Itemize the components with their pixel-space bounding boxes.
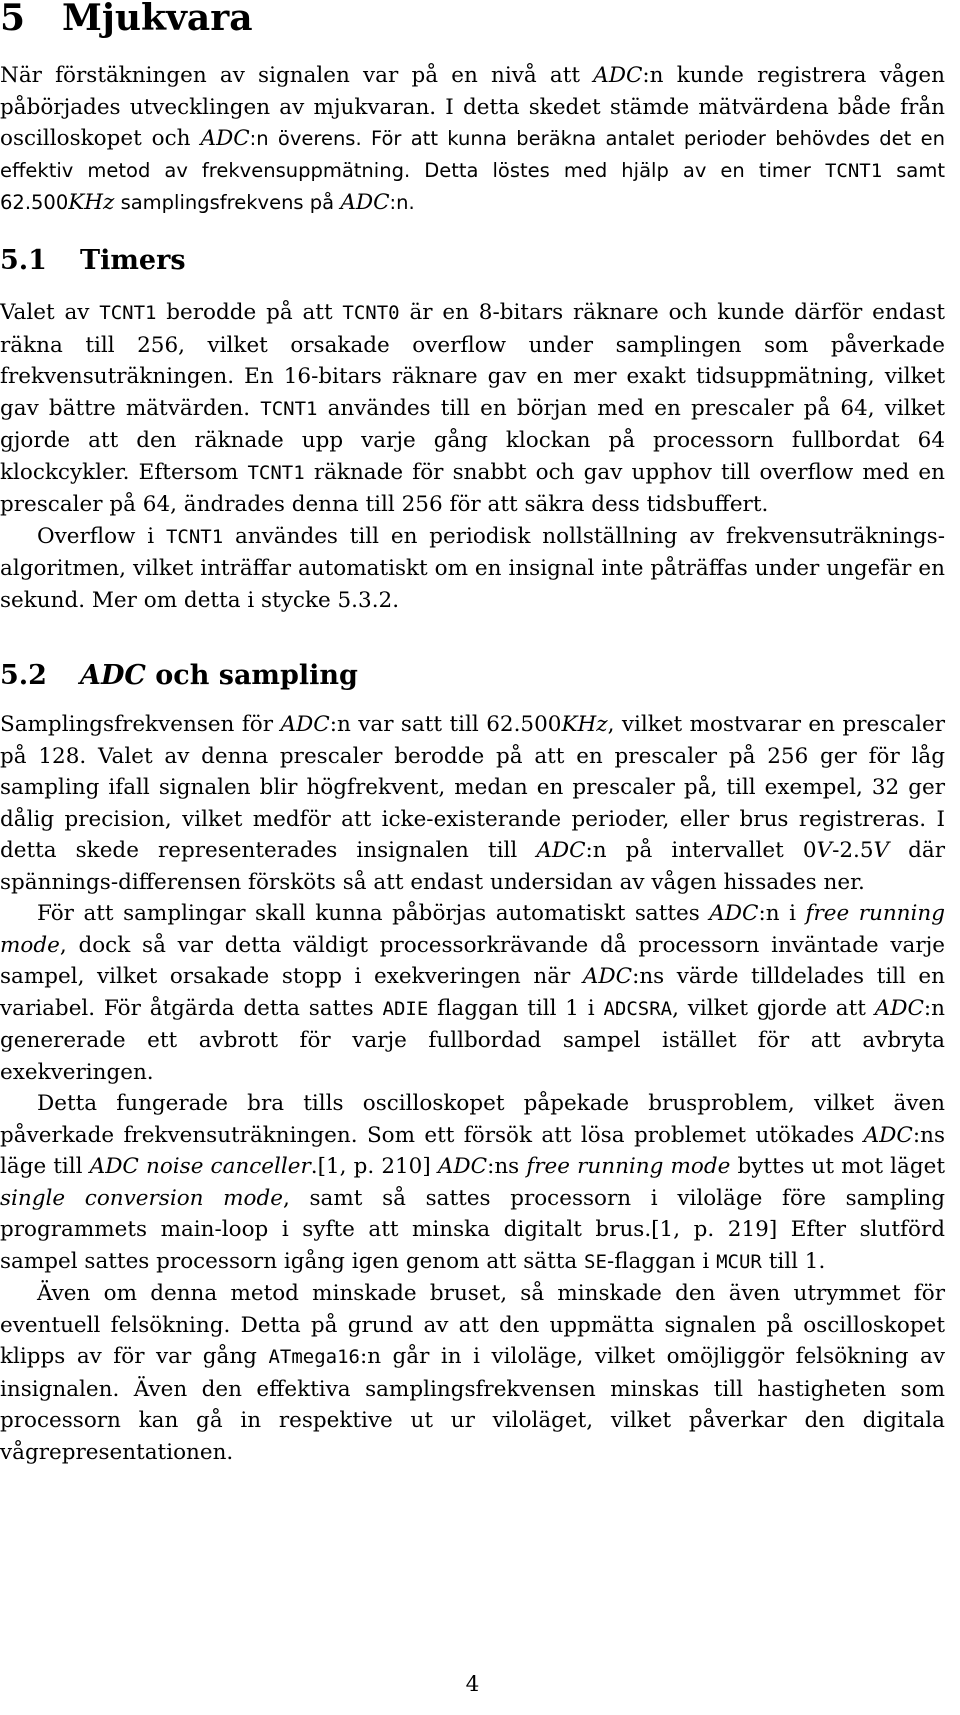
section-number: 5 [0, 0, 26, 39]
intro-paragraph-block [0, 60, 945, 219]
adc-paragraph-1: Samplingsfrekvensen för ADC:n var satt till 62.500KHz, vilket mostvarar en prescaler på 128. Valet av denna prescaler berodde på att en prescaler på 256 ger för låg sampling ifall signalen blir högfrekvent, medan en prescaler på, till exempel, 32 ger dålig precision, vilket medför att icke-existerande perioder, eller brus registreras. I detta skede representerades insignalen till ADC:n på intervallet 0V-2.5V där spännings-differensen försköts så att endast undersidan av vågen hissades ner. [0, 712, 945, 895]
adc-paragraph-4: Även om denna metod minskade bruset, så minskade den även utrymmet för eventuell felsökning. Detta på grund av att den uppmätta signalen på oscilloskopet klipps av för var gång ATmega16:n går in i viloläge, vilket omöjliggör felsökning av insignalen. Även den effektiva samplingsfrekvensen minskas till hastigheten som processorn kan gå in respektive ut ur viloläget, vilket påverkar den digitala vågrepresentationen. [0, 1281, 945, 1465]
subsection-number: 5.1 [0, 245, 47, 276]
timers-text-block [0, 297, 945, 616]
subsection-title: och sampling [145, 660, 358, 691]
section-heading [0, 0, 253, 38]
subsection-heading-adc [0, 660, 358, 692]
intro-paragraph: När förstäkningen av signalen var på en nivå att ADC:n kunde registrera vågen påbörjades utvecklingen av mjukvaran. I detta skedet stämde mätvärdena både från oscilloskopet och ADC:n överens. För att kunna beräkna antalet perioder behövdes det en effektiv metod av frekvensuppmätning. Detta löstes med hjälp av en timer TCNT1 samt 62.500KHz samplingsfrekvens på ADC:n. [0, 63, 945, 215]
subsection-title-math: ADC [80, 660, 146, 691]
adc-paragraph-3: Detta fungerade bra tills oscilloskopet påpekade brusproblem, vilket även påverkade frekvensuträkningen. Som ett försök att lösa problemet utökades ADC:ns läge till ADC noise canceller.[1, p. 210] ADC:ns free running mode byttes ut mot läget single conversion mode, samt så sattes processorn i viloläge före sampling programmets main-loop i syfte att minska digitalt brus.[1, p. 219] Efter slutförd sampel sattes processorn igång igen genom att sätta SE-flaggan i MCUR till 1. [0, 1091, 945, 1274]
subsection-number: 5.2 [0, 660, 47, 691]
subsection-title: Timers [80, 245, 186, 276]
adc-text-block [0, 709, 945, 1468]
timers-paragraph-1: Valet av TCNT1 berodde på att TCNT0 är en 8-bitars räknare och kunde därför endast räkna till 256, vilket orsakade overflow under samplingen som påverkade frekvensuträkningen. En 16-bitars räknare gav en mer exakt tidsuppmätning, vilket gav bättre mätvärden. TCNT1 användes till en början med en prescaler på 64, vilket gjorde att den räknade upp varje gång klockan på processorn fullbordat 64 klockcykler. Eftersom TCNT1 räknade för snabbt och gav upphov till overflow med en prescaler på 64, ändrades denna till 256 för att säkra dess tidsbuffert. [0, 300, 945, 517]
adc-paragraph-2: För att samplingar skall kunna påbörjas automatiskt sattes ADC:n i free running mode, dock så var detta väldigt processorkrävande då processorn inväntade varje sampel, vilket orsakade stopp i exekveringen när ADC:ns värde tilldelades till en variabel. För åtgärda detta sattes ADIE flaggan till 1 i ADCSRA, vilket gjorde att ADC:n genererade ett avbrott för varje fullbordad sampel istället för att avbryta exekveringen. [0, 901, 945, 1085]
section-title: Mjukvara [62, 0, 253, 39]
page-number: 4 [465, 1672, 480, 1697]
subsection-heading-timers [0, 245, 186, 277]
timers-paragraph-2: Overflow i TCNT1 användes till en periodisk nollställning av frekvensuträkningsalgoritmen, vilket inträffar automatiskt om en insignal inte påträffas under ungefär en sekund. Mer om detta i stycke 5.3.2. [0, 523, 945, 613]
